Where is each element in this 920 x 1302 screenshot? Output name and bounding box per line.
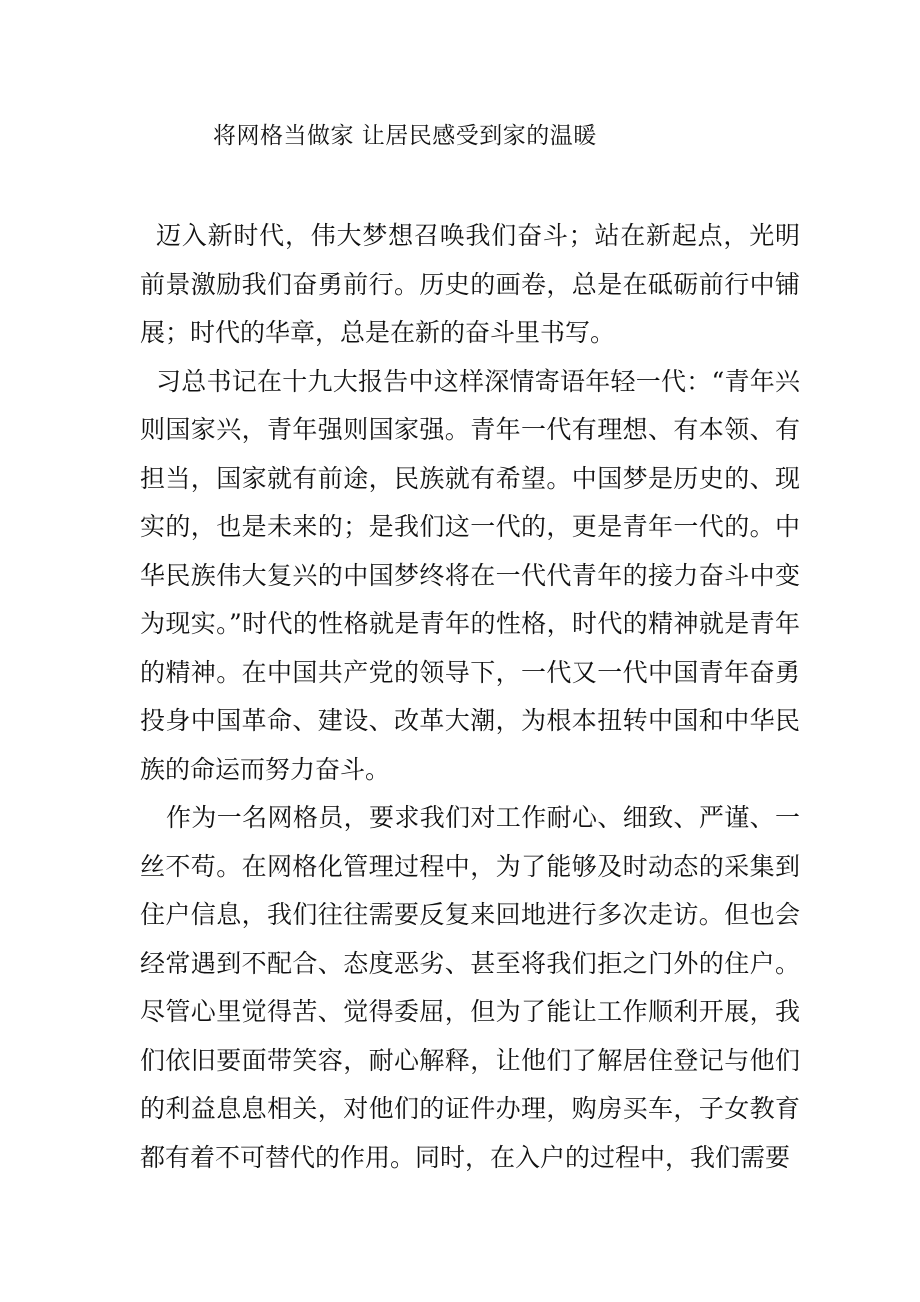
document-body — [140, 212, 800, 1182]
paragraph-grid-worker: 作为一名网格员，要求我们对工作耐心、细致、严谨、一丝不苟。在网格化管理过程中，为了能够及时动态的采集到住户信息，我们往往需要反复来回地进行多次走访。但也会经常遇到不配合、态度恶劣、甚至将我们拒之门外的住户。尽管心里觉得苦、觉得委屈，但为了能让工作顺利开展，我们依旧要面带笑容，耐心解释，让他们了解居住登记与他们的利益息息相关，对他们的证件办理，购房买车，子女教育都有着不可替代的作用。同时，在入户的过程中，我们需要 — [140, 803, 800, 1172]
paragraph-new-era: 迈入新时代，伟大梦想召唤我们奋斗；站在新起点，光明前景激励我们奋勇前行。历史的画卷，总是在砥砺前行中铺展；时代的华章，总是在新的奋斗里书写。 — [140, 221, 800, 347]
document-title: 将网格当做家 让居民感受到家的温暖 — [213, 123, 597, 149]
paragraph-youth-quote: 习总书记在十九大报告中这样深情寄语年轻一代：“青年兴则国家兴，青年强则国家强。青年一代有理想、有本领、有担当，国家就有前途，民族就有希望。中国梦是历史的、现实的，也是未来的；是我们这一代的，更是青年一代的。中华民族伟大复兴的中国梦终将在一代代青年的接力奋斗中变为现实。”时代的性格就是青年的性格，时代的精神就是青年的精神。在中国共产党的领导下，一代又一代中国青年奋勇投身中国革命、建设、改革大潮，为根本扭转中国和中华民族的命运而努力奋斗。 — [140, 366, 800, 784]
